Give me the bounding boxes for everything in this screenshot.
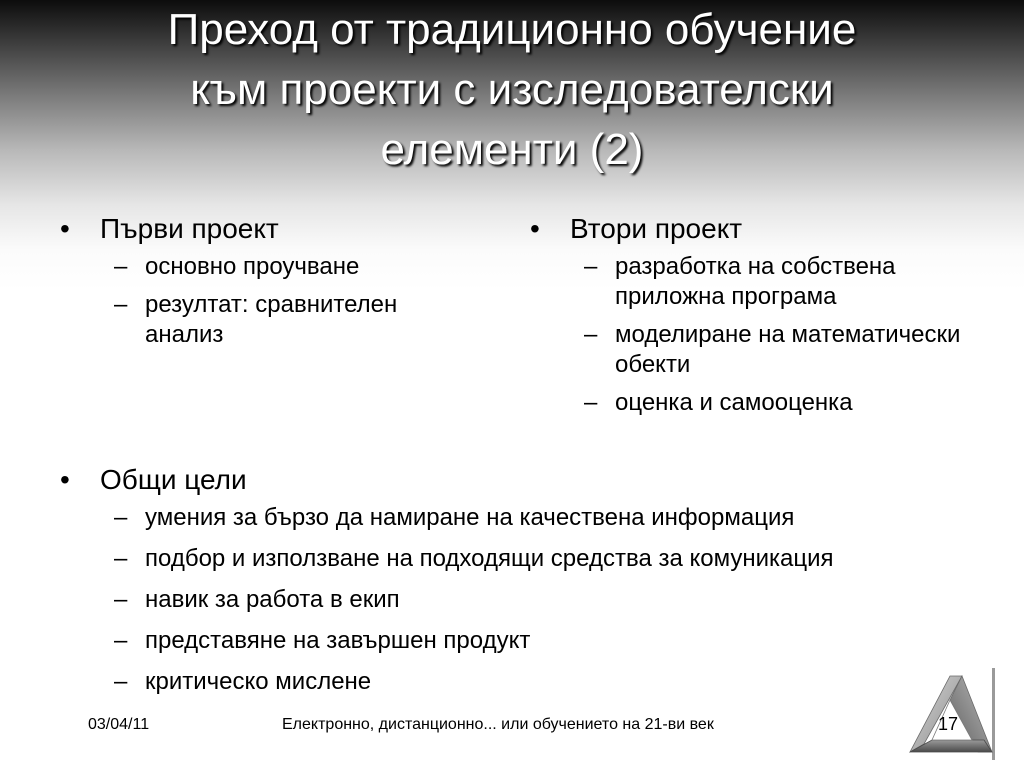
sub-dash: – (114, 586, 128, 613)
slide-title-line-1: Преход от традиционно обучение (167, 5, 857, 54)
sub-item-label: представяне на завършен продукт (145, 627, 531, 654)
sub-item (530, 252, 970, 312)
sub-item-label: подбор и използване на подходящи средства за комуникация (145, 545, 834, 572)
bullet-second-project (530, 208, 970, 250)
sub-item (530, 320, 970, 380)
sub-item (60, 503, 990, 533)
sub-item-label: умения за бързо да намиране на качествена информация (145, 504, 795, 531)
sub-dash: – (114, 668, 128, 695)
sub-item (530, 388, 970, 418)
sub-item-label: критическо мислене (145, 668, 372, 695)
sub-item (60, 626, 990, 656)
sub-item-label: основно проучване (145, 253, 360, 280)
bullet-label: Първи проект (100, 213, 279, 244)
sub-dash: – (584, 321, 598, 348)
common-goals-section (60, 459, 990, 708)
left-column (60, 208, 480, 358)
footer-date: 03/04/11 (88, 716, 150, 733)
sub-item (60, 290, 480, 350)
footer-text: Електронно, дистанционно... или обучението на 21-ви век (282, 716, 714, 733)
sub-dash: – (114, 627, 128, 654)
sub-item-label: навик за работа в екип (145, 586, 400, 613)
sub-item (60, 544, 990, 574)
sub-dash: – (114, 504, 128, 531)
sub-item-label: резултат: сравнителен анализ (145, 291, 398, 348)
bullet-dot: • (60, 464, 70, 495)
sub-item-label: моделиране на математически обекти (615, 321, 961, 378)
bullet-first-project (60, 208, 480, 250)
sub-dash: – (114, 291, 128, 318)
slide-title-line-2: към проекти с изследователски (190, 65, 834, 114)
sub-dash: – (584, 389, 598, 416)
sub-item (60, 252, 480, 282)
sub-item-label: разработка на собствена приложна програма (615, 253, 896, 310)
sub-dash: – (584, 253, 598, 280)
sub-item (60, 585, 990, 615)
bullet-common-goals (60, 459, 990, 501)
page-number: 17 (938, 714, 959, 734)
bullet-dot: • (530, 213, 540, 244)
right-column (530, 208, 970, 426)
slide-title-line-3: елементи (2) (380, 125, 644, 174)
sub-item (60, 667, 990, 697)
sub-dash: – (114, 545, 128, 572)
bullet-label: Втори проект (570, 213, 743, 244)
sub-dash: – (114, 253, 128, 280)
bullet-dot: • (60, 213, 70, 244)
bullet-label: Общи цели (100, 464, 247, 495)
sub-item-label: оценка и самооценка (615, 389, 853, 416)
slide-title (60, 0, 964, 180)
